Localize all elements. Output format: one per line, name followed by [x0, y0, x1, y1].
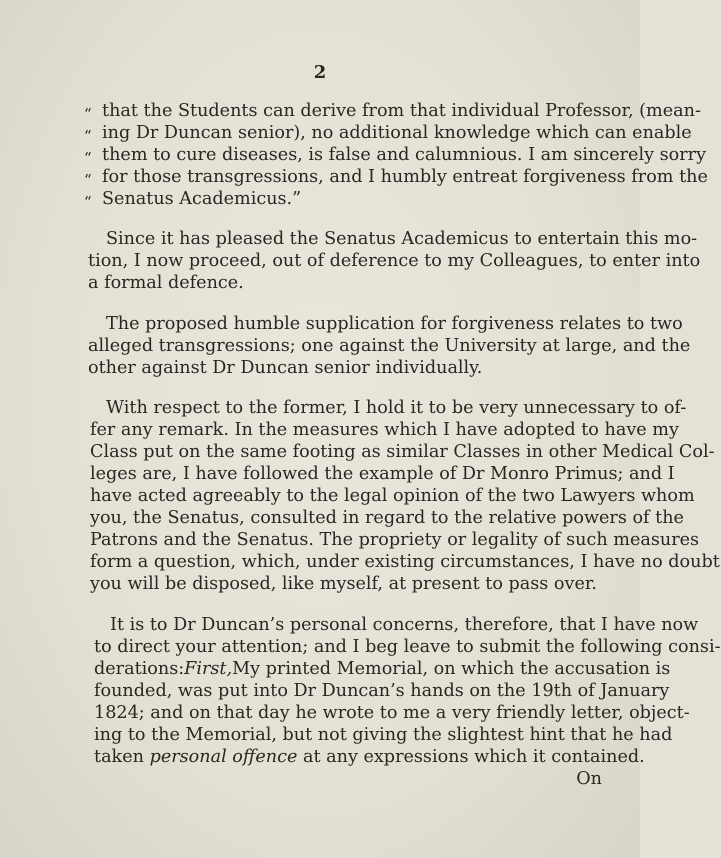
text-fragment: at any expressions which it contained.: [302, 747, 645, 767]
paragraph-line: you, the Senatus, consulted in regard to the relative powers of the: [90, 508, 684, 528]
catchword: On: [576, 769, 602, 789]
quote-line: them to cure diseases, is false and calumnious. I am sincerely sorry: [102, 145, 707, 165]
paragraph-line: other against Dr Duncan senior individually.: [88, 358, 483, 378]
quote-mark: “: [84, 171, 92, 189]
paragraph-line: leges are, I have followed the example of Dr Monro Primus; and I: [90, 464, 675, 484]
text-fragment: My printed Memorial, on which the accusation is: [232, 659, 671, 679]
paragraph-line: It is to Dr Duncan’s personal concerns, therefore, that I have now: [110, 615, 699, 635]
quote-line: that the Students can derive from that individual Professor, (mean-: [102, 101, 701, 121]
paragraph-line: have acted agreeably to the legal opinion of the two Lawyers whom: [90, 486, 695, 506]
paragraph-line: [94, 658, 671, 680]
quote-line: for those transgressions, and I humbly entreat forgiveness from the: [102, 167, 708, 187]
paragraph-line: ing to the Memorial, but not giving the slightest hint that he had: [94, 725, 673, 745]
paragraph-line: you will be disposed, like myself, at present to pass over.: [90, 574, 597, 594]
paragraph-line: form a question, which, under existing circumstances, I have no doubt: [90, 552, 720, 572]
paragraph-line: to direct your attention; and I beg leave to submit the following consi-: [94, 637, 721, 657]
emphasis: personal offence: [149, 747, 298, 767]
emphasis: First,: [184, 659, 233, 679]
paragraph-line: tion, I now proceed, out of deference to my Colleagues, to enter into: [88, 251, 701, 271]
paragraph-line: 1824; and on that day he wrote to me a very friendly letter, object-: [94, 703, 690, 723]
quote-line: ing Dr Duncan senior), no additional knowledge which can enable: [102, 123, 692, 143]
paragraph-line: fer any remark. In the measures which I have adopted to have my: [90, 420, 679, 440]
quote-mark: “: [84, 127, 92, 145]
paragraph-line: With respect to the former, I hold it to be very unnecessary to of-: [106, 398, 687, 418]
paragraph-line: Class put on the same footing as similar Classes in other Medical Col-: [90, 442, 715, 462]
quote-line: Senatus Academicus.”: [102, 189, 302, 209]
quote-mark: “: [84, 105, 92, 123]
text-fragment: derations:: [94, 659, 185, 679]
paragraph-line: [94, 746, 645, 768]
page-number: 2: [313, 62, 327, 83]
quote-mark: “: [84, 149, 92, 167]
paragraph-line: a formal defence.: [88, 273, 244, 293]
paragraph-line: The proposed humble supplication for forgiveness relates to two: [106, 314, 683, 334]
paragraph-line: Patrons and the Senatus. The propriety or legality of such measures: [90, 530, 700, 550]
text-fragment: taken: [94, 747, 144, 767]
paragraph-line: founded, was put into Dr Duncan’s hands on the 19th of January: [94, 681, 670, 701]
quote-mark: “: [84, 193, 92, 211]
paragraph-line: Since it has pleased the Senatus Academicus to entertain this mo-: [106, 229, 698, 249]
paragraph-line: alleged transgressions; one against the University at large, and the: [88, 336, 691, 356]
